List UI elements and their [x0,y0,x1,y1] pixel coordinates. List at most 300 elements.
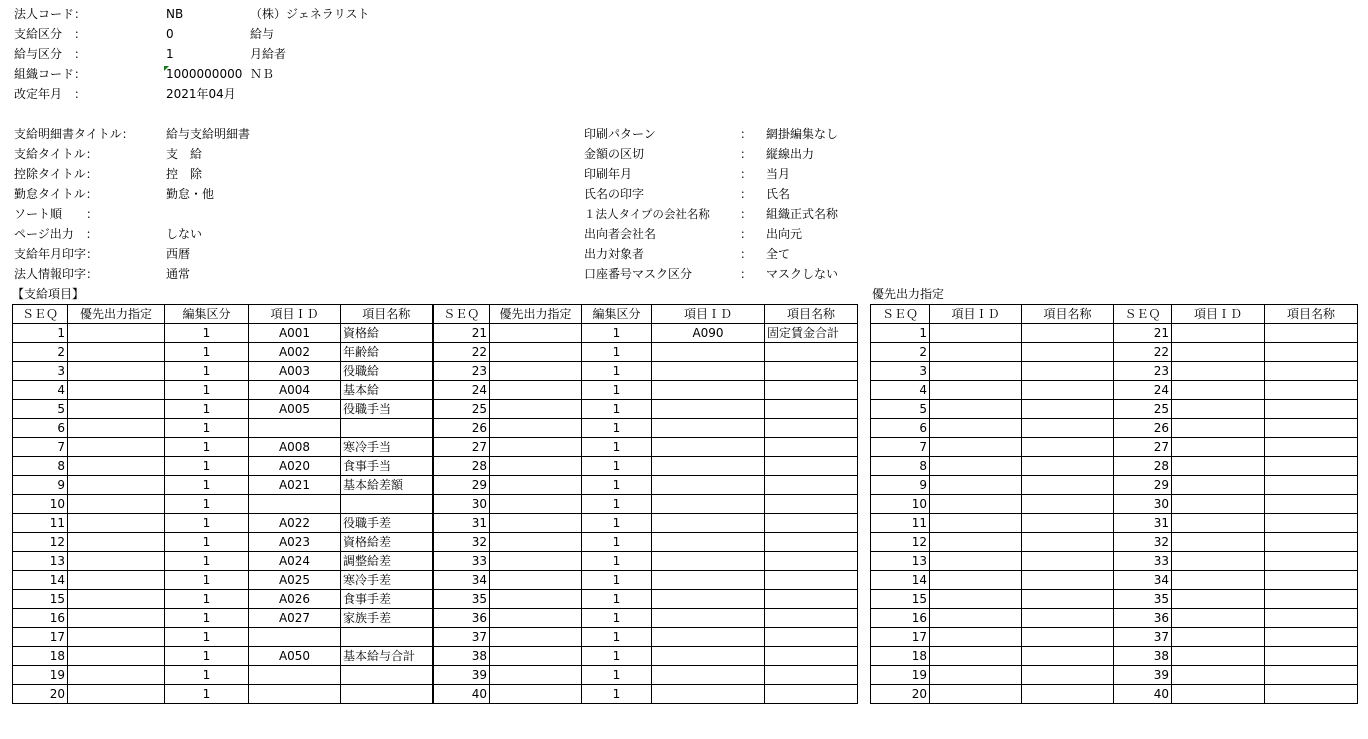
cell-seq: 19 [871,666,930,685]
cell-item-id [1172,324,1265,343]
cell-item-name [1265,685,1358,704]
cell-item-id [930,419,1022,438]
cell-item-name [765,590,858,609]
cell-edit-kbn: 1 [582,514,652,533]
cell-edit-kbn: 1 [582,457,652,476]
cell-edit-kbn: 1 [165,571,249,590]
cell-priority [68,419,165,438]
cell-item-name [1022,628,1114,647]
cell-priority [68,400,165,419]
payment-items-table [12,304,858,704]
cell-item-name [1265,495,1358,514]
cell-item-id: A026 [249,590,341,609]
cell-seq: 3 [13,362,68,381]
cell-item-id [1172,552,1265,571]
cell-item-id [930,381,1022,400]
table-row [871,533,1358,552]
priority-header-row [871,305,1358,324]
cell-seq: 13 [13,552,68,571]
table-row [871,666,1358,685]
cell-edit-kbn: 1 [582,381,652,400]
cell-edit-kbn: 1 [165,533,249,552]
cell-edit-kbn: 1 [582,495,652,514]
cell-item-name [765,457,858,476]
cell-item-id: A025 [249,571,341,590]
setting-value: しない [166,227,203,241]
cell-priority [490,685,582,704]
cell-item-id [1172,685,1265,704]
cell-item-id [652,571,765,590]
cell-item-id [930,666,1022,685]
cell-item-id [652,438,765,457]
cell-priority [68,647,165,666]
cell-edit-kbn: 1 [165,647,249,666]
table-row [871,552,1358,571]
cell-item-id [930,476,1022,495]
cell-item-name [765,533,858,552]
setting-label: 印刷パターン [584,127,656,141]
cell-priority [490,571,582,590]
cell-seq: 1 [13,324,68,343]
table-row [13,552,858,571]
cell-edit-kbn: 1 [582,400,652,419]
setting-value: 縦線出力 [766,147,815,161]
cell-item-id [930,609,1022,628]
table-row [13,362,858,381]
cell-seq: 18 [871,647,930,666]
cell-item-name [765,514,858,533]
org-code-value: 1000000000 [166,67,243,81]
cell-seq: 38 [1114,647,1172,666]
cell-edit-kbn: 1 [582,476,652,495]
cell-item-id [930,647,1022,666]
cell-item-id [1172,438,1265,457]
col-header-item-id: 項目ＩＤ [652,305,765,324]
cell-seq: 36 [1114,609,1172,628]
cell-edit-kbn: 1 [165,685,249,704]
cell-edit-kbn: 1 [582,647,652,666]
cell-item-name [1265,666,1358,685]
cell-seq: 15 [13,590,68,609]
revision-label: 改定年月 ： [14,87,87,101]
cell-seq: 40 [1114,685,1172,704]
cell-seq: 35 [1114,590,1172,609]
cell-priority [68,457,165,476]
col-header-item-name: 項目名称 [765,305,858,324]
salary-type-name: 月給者 [250,47,287,61]
org-name: ＮＢ [250,67,275,81]
cell-item-name: 資格給差 [341,533,433,552]
cell-item-id [652,419,765,438]
cell-item-name [1265,609,1358,628]
table-row [13,590,858,609]
col-header-priority: 優先出力指定 [490,305,582,324]
cell-priority [490,343,582,362]
cell-seq: 8 [871,457,930,476]
cell-item-name [1265,419,1358,438]
cell-seq: 29 [433,476,490,495]
cell-item-id [930,400,1022,419]
cell-item-name [765,552,858,571]
cell-item-id [930,495,1022,514]
cell-item-name [1265,343,1358,362]
cell-priority [68,324,165,343]
cell-item-id [652,343,765,362]
cell-seq: 12 [871,533,930,552]
cell-item-id [1172,362,1265,381]
setting-label: ページ出力 ： [14,227,98,241]
cell-item-id [1172,666,1265,685]
cell-item-id: A022 [249,514,341,533]
cell-seq: 25 [433,400,490,419]
cell-seq: 34 [1114,571,1172,590]
cell-priority [490,495,582,514]
cell-priority [490,590,582,609]
cell-item-id [652,533,765,552]
cell-item-name: 役職手当 [341,400,433,419]
cell-seq: 39 [433,666,490,685]
table-row [871,571,1358,590]
cell-seq: 22 [433,343,490,362]
corp-code-label: 法人コード： [14,7,87,21]
col-header-seq: ＳＥＱ [871,305,930,324]
cell-item-id: A020 [249,457,341,476]
setting-label: 金額の区切 [584,147,645,161]
cell-edit-kbn: 1 [582,628,652,647]
priority-output-table [870,304,1358,704]
cell-item-id [652,476,765,495]
cell-seq: 7 [871,438,930,457]
pay-type-name: 給与 [250,27,275,41]
cell-edit-kbn: 1 [582,438,652,457]
cell-item-name [1022,476,1114,495]
cell-item-id [1172,457,1265,476]
cell-item-id [652,590,765,609]
col-header-seq: ＳＥＱ [13,305,68,324]
table-row [13,609,858,628]
cell-item-id [652,400,765,419]
cell-item-id [1172,514,1265,533]
cell-item-name [1022,419,1114,438]
cell-priority [490,552,582,571]
cell-priority [490,362,582,381]
cell-item-name [1265,552,1358,571]
cell-priority [490,476,582,495]
cell-item-name [1265,324,1358,343]
setting-label: 印刷年月 [584,167,633,181]
cell-item-name: 食事手差 [341,590,433,609]
cell-item-id: A023 [249,533,341,552]
cell-item-name [1265,514,1358,533]
cell-item-name [1265,381,1358,400]
cell-edit-kbn: 1 [165,400,249,419]
cell-item-name: 基本給 [341,381,433,400]
salary-type-value: 1 [166,47,174,61]
cell-item-name [765,343,858,362]
cell-item-name [765,666,858,685]
setting-colon: ： [740,167,753,181]
cell-seq: 20 [13,685,68,704]
cell-priority [68,590,165,609]
cell-item-id [652,647,765,666]
org-code-label: 組織コード： [14,67,87,81]
cell-seq: 30 [1114,495,1172,514]
setting-value: 全て [766,247,791,261]
cell-priority [490,533,582,552]
table-row [13,438,858,457]
cell-edit-kbn: 1 [165,476,249,495]
cell-seq: 21 [1114,324,1172,343]
setting-value: マスクしない [766,267,839,281]
cell-item-name: 寒冷手差 [341,571,433,590]
cell-edit-kbn: 1 [165,438,249,457]
cell-edit-kbn: 1 [165,628,249,647]
cell-seq: 33 [1114,552,1172,571]
cell-seq: 31 [1114,514,1172,533]
cell-item-name [765,628,858,647]
cell-seq: 30 [433,495,490,514]
cell-item-name: 資格給 [341,324,433,343]
cell-seq: 20 [871,685,930,704]
cell-item-id [930,590,1022,609]
col-header-edit-kbn: 編集区分 [582,305,652,324]
cell-seq: 8 [13,457,68,476]
cell-item-id: A050 [249,647,341,666]
cell-item-id [652,666,765,685]
cell-seq: 2 [13,343,68,362]
cell-item-name [1022,685,1114,704]
cell-seq: 16 [871,609,930,628]
setting-label: 控除タイトル： [14,167,98,181]
cell-priority [490,438,582,457]
cell-item-name: 年齢給 [341,343,433,362]
cell-seq: 22 [1114,343,1172,362]
cell-item-name [765,419,858,438]
cell-item-name [765,400,858,419]
setting-label: 支給明細書タイトル： [14,127,134,141]
cell-seq: 17 [871,628,930,647]
revision-value: 2021年04月 [166,87,236,101]
cell-priority [68,685,165,704]
payment-section-title: 【支給項目】 [12,287,85,301]
col-header-item-id: 項目ＩＤ [930,305,1022,324]
cell-edit-kbn: 1 [582,324,652,343]
table-row [13,571,858,590]
cell-item-name [1022,381,1114,400]
cell-priority [490,324,582,343]
cell-priority [490,609,582,628]
cell-item-name: 役職給 [341,362,433,381]
cell-seq: 16 [13,609,68,628]
cell-seq: 11 [13,514,68,533]
cell-seq: 23 [433,362,490,381]
cell-item-name [1022,609,1114,628]
cell-item-id [930,362,1022,381]
cell-item-name [765,495,858,514]
cell-edit-kbn: 1 [582,419,652,438]
cell-priority [68,552,165,571]
cell-priority [68,438,165,457]
cell-priority [68,666,165,685]
table-row [871,419,1358,438]
setting-value: 通常 [166,267,191,281]
cell-seq: 39 [1114,666,1172,685]
cell-seq: 11 [871,514,930,533]
cell-item-id: A003 [249,362,341,381]
cell-priority [68,571,165,590]
cell-seq: 10 [871,495,930,514]
cell-item-name [765,438,858,457]
setting-label: 出向者会社名 [584,227,657,241]
cell-seq: 24 [1114,381,1172,400]
cell-item-id: A005 [249,400,341,419]
cell-item-id [930,571,1022,590]
cell-item-name [1265,571,1358,590]
cell-item-name [1022,495,1114,514]
setting-colon: ： [740,187,753,201]
setting-value: 出向元 [766,227,803,241]
cell-item-name [1022,647,1114,666]
cell-priority [68,533,165,552]
cell-item-name [1022,533,1114,552]
table-row [13,457,858,476]
table-row [871,476,1358,495]
cell-item-id: A024 [249,552,341,571]
cell-item-id [930,438,1022,457]
cell-seq: 40 [433,685,490,704]
setting-label: 法人情報印字： [14,267,99,281]
setting-colon: ： [740,127,753,141]
cell-priority [490,514,582,533]
cell-item-id [1172,476,1265,495]
cell-item-name [1022,514,1114,533]
table-row [13,400,858,419]
cell-item-id [930,628,1022,647]
table-row [13,647,858,666]
cell-seq: 32 [1114,533,1172,552]
cell-item-name [1022,552,1114,571]
cell-item-name [1265,476,1358,495]
corp-name: （株）ジェネラリスト [250,7,370,21]
cell-item-id [1172,381,1265,400]
cell-edit-kbn: 1 [165,362,249,381]
table-row [871,438,1358,457]
cell-seq: 13 [871,552,930,571]
cell-item-id: A001 [249,324,341,343]
setting-colon: ： [740,267,753,281]
cell-seq: 4 [13,381,68,400]
cell-priority [490,400,582,419]
cell-priority [68,343,165,362]
cell-item-name [1022,666,1114,685]
table-row [13,666,858,685]
cell-edit-kbn: 1 [582,552,652,571]
cell-item-name [1022,571,1114,590]
cell-seq: 5 [13,400,68,419]
cell-edit-kbn: 1 [165,381,249,400]
col-header-item-name: 項目名称 [1265,305,1358,324]
table-row [13,495,858,514]
col-header-item-id: 項目ＩＤ [249,305,341,324]
setting-value: 控 除 [166,167,203,181]
cell-item-name [765,362,858,381]
cell-seq: 1 [871,324,930,343]
setting-value: 支 給 [166,147,203,161]
cell-item-name [1265,438,1358,457]
setting-value: 西暦 [166,247,191,261]
setting-colon: ： [740,247,753,261]
cell-item-name [765,571,858,590]
cell-item-name [1265,533,1358,552]
cell-seq: 19 [13,666,68,685]
setting-label: 支給タイトル： [14,147,98,161]
cell-item-id [930,343,1022,362]
cell-item-id [1172,590,1265,609]
cell-item-name [1022,457,1114,476]
cell-edit-kbn: 1 [582,362,652,381]
cell-priority [490,457,582,476]
cell-item-name [1022,590,1114,609]
cell-seq: 24 [433,381,490,400]
cell-edit-kbn: 1 [582,343,652,362]
cell-edit-kbn: 1 [582,571,652,590]
cell-item-name [765,381,858,400]
cell-item-name [765,609,858,628]
cell-item-id [1172,533,1265,552]
cell-seq: 7 [13,438,68,457]
cell-item-id [930,552,1022,571]
table-row [13,533,858,552]
table-row [871,381,1358,400]
cell-item-name [1265,628,1358,647]
setting-value: 組織正式名称 [766,207,839,221]
payment-header-row [13,305,858,324]
cell-edit-kbn: 1 [582,533,652,552]
cell-priority [490,419,582,438]
cell-item-name: 役職手差 [341,514,433,533]
cell-edit-kbn: 1 [165,609,249,628]
cell-seq: 28 [433,457,490,476]
setting-colon: ： [740,147,753,161]
cell-priority [490,381,582,400]
setting-label: ソート順 ： [14,207,99,221]
cell-seq: 3 [871,362,930,381]
cell-seq: 9 [13,476,68,495]
table-row [13,381,858,400]
cell-edit-kbn: 1 [582,666,652,685]
cell-seq: 15 [871,590,930,609]
cell-seq: 10 [13,495,68,514]
cell-seq: 9 [871,476,930,495]
cell-edit-kbn: 1 [165,324,249,343]
cell-item-id [930,324,1022,343]
cell-seq: 36 [433,609,490,628]
cell-item-id [249,685,341,704]
cell-item-id [652,495,765,514]
cell-item-name: 寒冷手当 [341,438,433,457]
cell-seq: 37 [1114,628,1172,647]
col-header-item-id: 項目ＩＤ [1172,305,1265,324]
table-row [13,343,858,362]
cell-item-name [341,685,433,704]
table-row [13,685,858,704]
cell-item-name [1022,324,1114,343]
table-row [13,476,858,495]
cell-item-id [652,628,765,647]
cell-seq: 12 [13,533,68,552]
cell-item-id [652,457,765,476]
table-row [871,685,1358,704]
